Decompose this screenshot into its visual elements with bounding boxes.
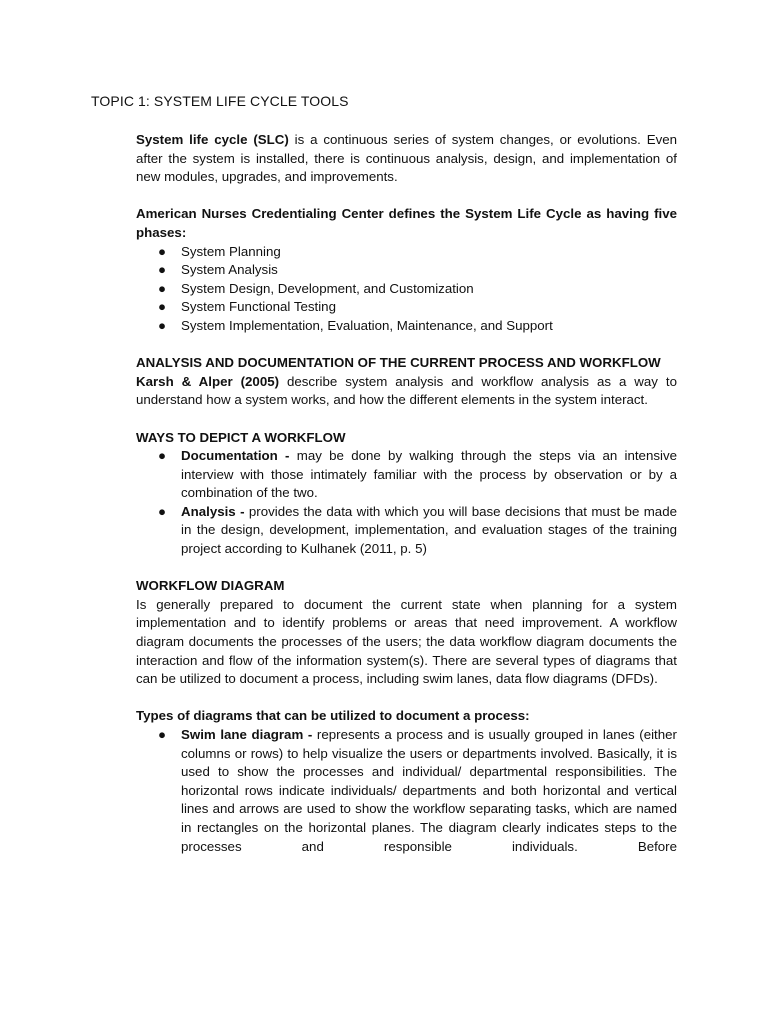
slc-text: is a continuous series of system changes, or evolutions. Even after the system is installed, there is continuous analysis, design, and implementation of new modules, upgrades, and improvements. — [136, 132, 678, 185]
document-body — [136, 131, 677, 856]
phase-label: System Planning — [181, 243, 281, 259]
workflow-diagram-heading: WORKFLOW DIAGRAM — [136, 578, 285, 594]
list-item — [136, 298, 677, 317]
ways-heading: WAYS TO DEPICT A WORKFLOW — [136, 429, 346, 445]
item-text: represents a process and is usually grouped in lanes (either columns or rows) to help visualize the users or departments involved. Basically, it is used to show the processes and individual/ departmental responsibilities. The horizontal rows indicate individuals/ departments and both horizontal and vertical lines and arrows are used to show the workflow separating tasks, which are named in rectangles on the horizontal planes. The diagram clearly indicates steps to the processes and responsible individuals. Before — [181, 727, 677, 854]
list-item — [136, 280, 677, 299]
bullet-icon: ● — [158, 280, 167, 296]
page-title: TOPIC 1: SYSTEM LIFE CYCLE TOOLS — [91, 93, 349, 109]
item-text: may be done by walking through the steps via an intensive interview with those intimately familiar with the process by observation or by a combination of the two. — [181, 448, 677, 501]
analysis-cite: Karsh & Alper (2005) — [136, 373, 280, 389]
list-item — [136, 447, 677, 503]
workflow-diagram-paragraph: Is generally prepared to document the current state when planning for a system implementation and to identify problems or areas that need improvement. A workflow diagram documents the processes of the users; the data workflow diagram documents the interaction and flow of the information system(s). There are several types of diagrams that can be utilized to document a process, including swim lanes, data flow diagrams (DFDs). — [136, 596, 677, 687]
ways-list — [136, 447, 677, 559]
diagram-types-heading: Types of diagrams that can be utilized to document a process: — [136, 708, 530, 724]
spacer — [136, 410, 677, 429]
phase-label: System Analysis — [181, 262, 278, 278]
list-item — [136, 726, 677, 856]
item-term: Documentation - — [181, 448, 297, 464]
item-text: provides the data with which you will base decisions that must be made in the design, development, implementation, and evaluation stages of the training project according to Kulhanek (2011, p. 5) — [181, 503, 677, 557]
item-term: Swim lane diagram - — [181, 727, 317, 742]
phase-label: System Design, Development, and Customization — [181, 280, 474, 296]
list-item — [136, 317, 677, 336]
analysis-paragraph — [136, 373, 677, 410]
analysis-text: describe system analysis and workflow analysis as a way to understand how a system works, and how the different elements in the system interact. — [136, 373, 677, 408]
slc-paragraph — [136, 131, 677, 187]
spacer — [136, 559, 677, 578]
list-item — [136, 261, 677, 280]
list-item — [136, 503, 677, 559]
phases-list — [136, 243, 677, 336]
spacer — [136, 689, 677, 708]
phase-label: System Functional Testing — [181, 299, 336, 315]
spacer — [136, 187, 677, 206]
bullet-icon: ● — [158, 503, 167, 519]
bullet-icon: ● — [158, 262, 167, 278]
spacer — [136, 336, 677, 355]
bullet-icon: ● — [158, 243, 167, 259]
bullet-icon: ● — [158, 299, 167, 315]
analysis-heading: ANALYSIS AND DOCUMENTATION OF THE CURRENT PROCESS AND WORKFLOW — [136, 355, 661, 371]
phase-label: System Implementation, Evaluation, Maintenance, and Support — [181, 317, 553, 333]
diagram-types-list — [136, 726, 677, 856]
bullet-icon: ● — [158, 727, 167, 742]
slc-term: System life cycle (SLC) — [136, 132, 289, 147]
ancc-heading: American Nurses Credentialing Center defines the System Life Cycle as having five phases: — [136, 206, 677, 240]
list-item — [136, 243, 677, 262]
item-term: Analysis - — [181, 503, 249, 519]
bullet-icon: ● — [158, 448, 167, 464]
bullet-icon: ● — [158, 317, 167, 333]
